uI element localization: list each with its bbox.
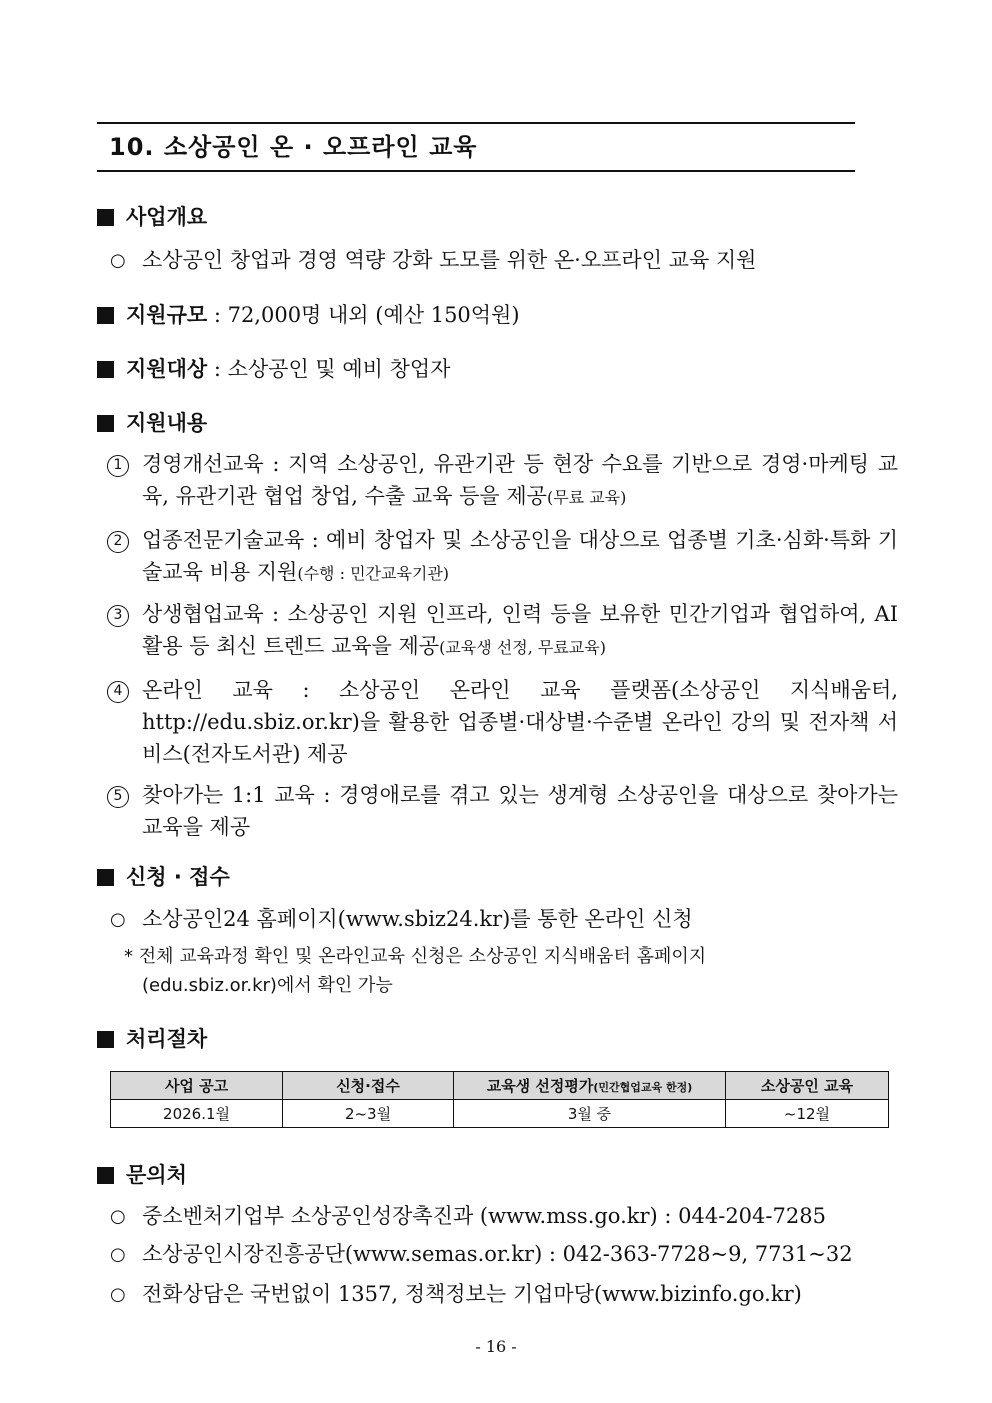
scale-text: : 72,000명 내외 (예산 150억원) bbox=[207, 303, 520, 327]
table-cell: 3월 중 bbox=[453, 1100, 725, 1128]
heading-label: 지원대상 bbox=[126, 357, 208, 381]
circled-number-5: 5 bbox=[107, 786, 129, 808]
target-text: : 소상공인 및 예비 창업자 bbox=[207, 357, 451, 381]
section-heading-apply bbox=[97, 863, 230, 891]
square-bullet-icon bbox=[97, 361, 114, 378]
apply-item: 소상공인24 홈페이지(www.sbiz24.kr)를 통한 온라인 신청 bbox=[142, 907, 693, 931]
square-bullet-icon bbox=[97, 1167, 114, 1184]
table-cell: ~12월 bbox=[725, 1100, 888, 1128]
content-item-1: 경영개선교육 : 지역 소상공인, 유관기관 등 현장 수요를 기반으로 경영·마케팅 교육, 유관기관 협업 창업, 수출 교육 등을 제공(무료 교육) bbox=[142, 452, 898, 508]
circle-bullet-icon: ○ bbox=[110, 250, 126, 271]
content-item-4: 온라인 교육 : 소상공인 온라인 교육 플랫폼(소상공인 지식배움터, http://edu.sbiz.or.kr)을 활용한 업종별·대상별·수준별 온라인 강의 및 전자책 서비스(전자도서관) 제공 bbox=[142, 678, 898, 766]
section-heading-process bbox=[97, 1025, 207, 1053]
content-item-3: 상생협업교육 : 소상공인 지원 인프라, 인력 등을 보유한 민간기업과 협업하여, AI 활용 등 최신 트렌드 교육을 제공(교육생 선정, 무료교육) bbox=[142, 602, 898, 658]
contact-item-2: 소상공인시장진흥공단(www.semas.or.kr) : 042-363-7728~9, 7731~32 bbox=[142, 1242, 853, 1266]
section-heading-content bbox=[97, 409, 207, 437]
table-row bbox=[111, 1100, 889, 1128]
content-item-2: 업종전문기술교육 : 예비 창업자 및 소상공인을 대상으로 업종별 기초·심화·특화 기술교육 비용 지원(수행 : 민간교육기관) bbox=[142, 528, 898, 584]
process-table bbox=[110, 1071, 889, 1128]
heading-label: 처리절차 bbox=[126, 1027, 208, 1051]
square-bullet-icon bbox=[97, 869, 114, 886]
heading-label: 지원규모 bbox=[126, 303, 208, 327]
circled-number-4: 4 bbox=[107, 681, 129, 703]
circled-number-3: 3 bbox=[107, 605, 129, 627]
table-header: 신청·접수 bbox=[283, 1072, 454, 1100]
content-item-5: 찾아가는 1:1 교육 : 경영애로를 겪고 있는 생계형 소상공인을 대상으로 찾아가는 교육을 제공 bbox=[142, 783, 898, 839]
square-bullet-icon bbox=[97, 209, 114, 226]
heading-label: 신청 · 접수 bbox=[126, 865, 230, 889]
circle-bullet-icon: ○ bbox=[110, 909, 126, 930]
page-number: - 16 - bbox=[475, 1337, 517, 1356]
table-cell: 2026.1월 bbox=[111, 1100, 283, 1128]
apply-note-line-2: (edu.sbiz.or.kr)에서 확인 가능 bbox=[142, 975, 393, 996]
circle-bullet-icon: ○ bbox=[110, 1284, 126, 1305]
square-bullet-icon bbox=[97, 415, 114, 432]
table-header: 사업 공고 bbox=[111, 1072, 283, 1100]
table-header: 소상공인 교육 bbox=[725, 1072, 888, 1100]
overview-item: 소상공인 창업과 경영 역량 강화 도모를 위한 온·오프라인 교육 지원 bbox=[142, 248, 757, 272]
section-heading-scale bbox=[97, 301, 520, 329]
section-heading-target bbox=[97, 355, 450, 383]
circle-bullet-icon: ○ bbox=[110, 1206, 126, 1227]
heading-label: 지원내용 bbox=[126, 411, 208, 435]
table-cell: 2~3월 bbox=[283, 1100, 454, 1128]
table-header: 교육생 선정평가(민간협업교육 한정) bbox=[453, 1072, 725, 1100]
square-bullet-icon bbox=[97, 307, 114, 324]
square-bullet-icon bbox=[97, 1031, 114, 1048]
page-title: 10. 소상공인 온 · 오프라인 교육 bbox=[97, 122, 855, 172]
section-heading-overview bbox=[97, 203, 207, 231]
contact-item-1: 중소벤처기업부 소상공인성장촉진과 (www.mss.go.kr) : 044-204-7285 bbox=[142, 1204, 826, 1228]
section-heading-contact bbox=[97, 1161, 187, 1189]
apply-note-line-1: * 전체 교육과정 확인 및 온라인교육 신청은 소상공인 지식배움터 홈페이지 bbox=[124, 946, 707, 967]
table-header-row bbox=[111, 1072, 889, 1100]
circle-bullet-icon: ○ bbox=[110, 1244, 126, 1265]
heading-label: 사업개요 bbox=[126, 205, 208, 229]
contact-item-3: 전화상담은 국번없이 1357, 정책정보는 기업마당(www.bizinfo.go.kr) bbox=[142, 1282, 802, 1306]
heading-label: 문의처 bbox=[126, 1163, 187, 1187]
circled-number-2: 2 bbox=[107, 531, 129, 553]
circled-number-1: 1 bbox=[107, 455, 129, 477]
